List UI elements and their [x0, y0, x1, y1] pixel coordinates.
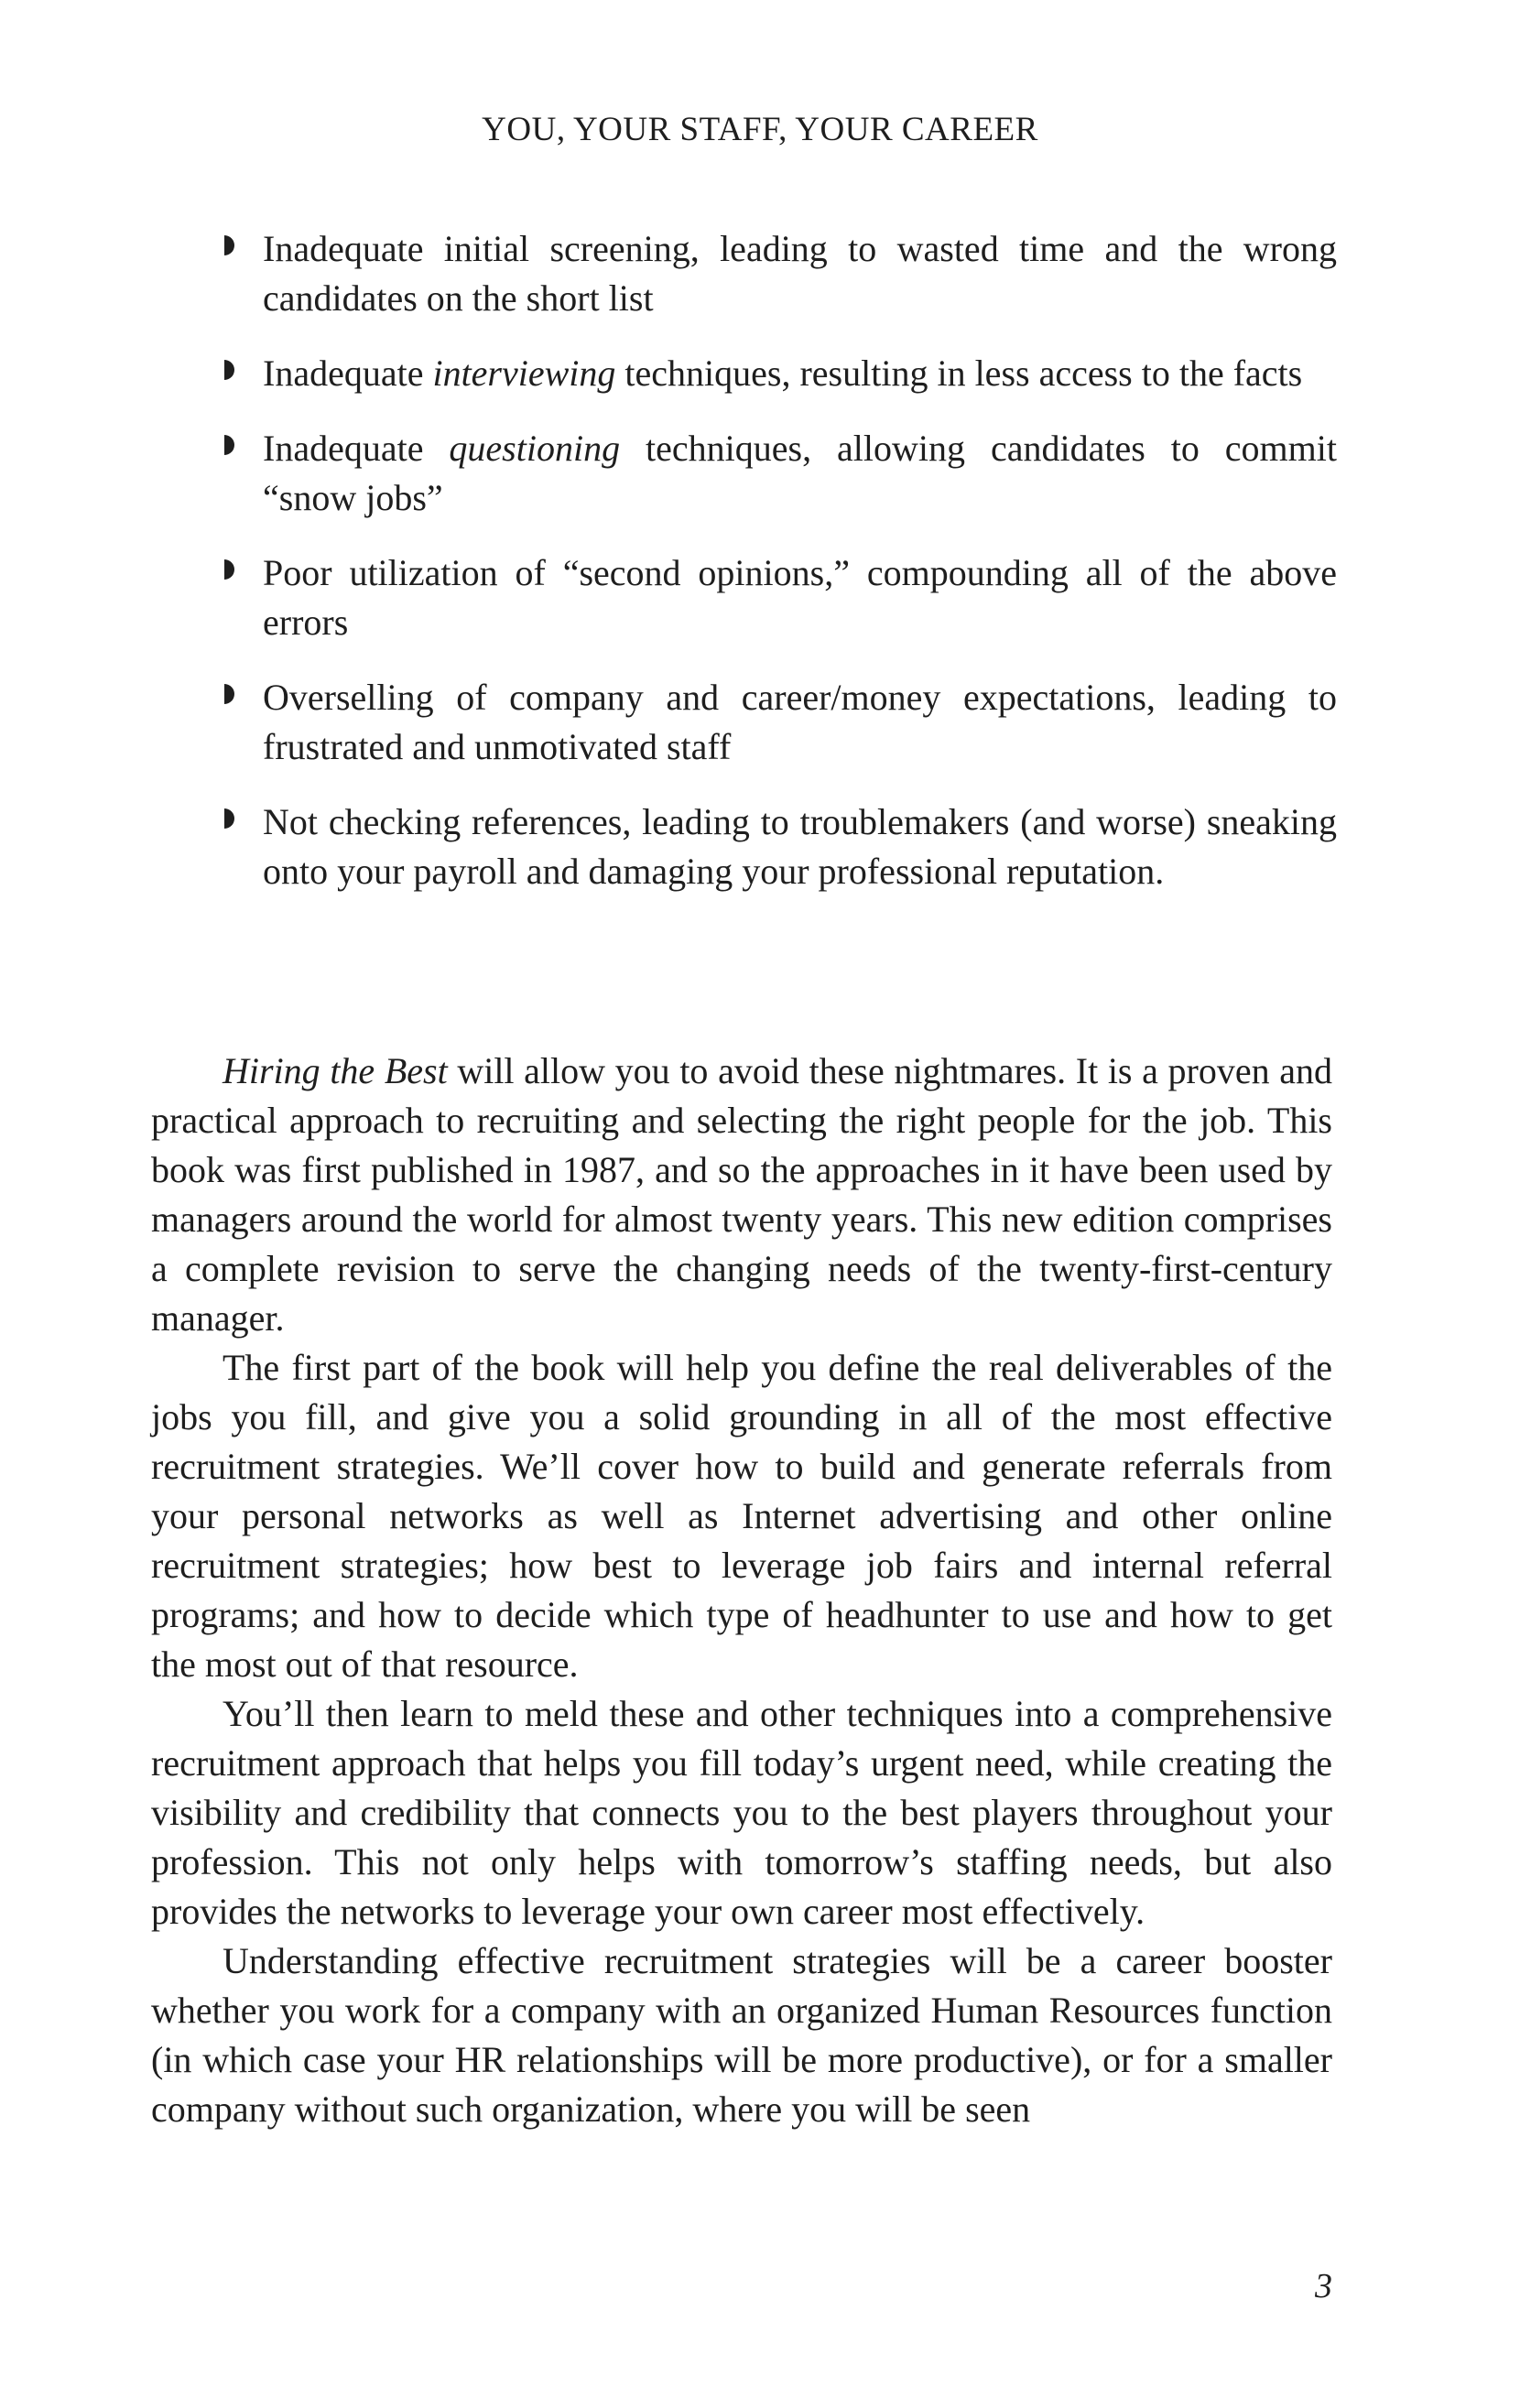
bullet-item — [224, 548, 1337, 647]
book-title-emphasis: Hiring the Best — [223, 1050, 448, 1091]
paragraph-text: Understanding effective recruitment strategies will be a career booster whether you work for a company with an organized Human Resources function (in which case your HR relationships will be more productive), or for a smaller company without such organization, where you will be seen — [151, 1940, 1332, 2130]
bullet-marker-icon — [224, 235, 234, 255]
bullet-marker-icon — [224, 360, 234, 380]
running-head: YOU, YOUR STAFF, YOUR CAREER — [482, 111, 1038, 148]
bullet-item — [224, 424, 1337, 523]
paragraph — [151, 1936, 1332, 2134]
bullet-item — [224, 797, 1337, 896]
page-number: 3 — [1315, 2267, 1332, 2305]
bullet-emphasis: questioning — [449, 428, 621, 469]
bullet-text: techniques, allowing candidates to commit “snow jobs” — [263, 428, 1337, 518]
bullet-list — [224, 224, 1337, 922]
bullet-text: Inadequate initial screening, leading to wasted time and the wrong candidates on the short list — [263, 228, 1337, 319]
bullet-text: Poor utilization of “second opinions,” compounding all of the above errors — [263, 552, 1337, 643]
paragraph — [151, 1689, 1332, 1936]
bullet-text: Overselling of company and career/money expectations, leading to frustrated and unmotivated staff — [263, 677, 1337, 767]
bullet-item — [224, 224, 1337, 323]
bullet-marker-icon — [224, 435, 234, 455]
bullet-item — [224, 673, 1337, 772]
paragraph — [151, 1047, 1332, 1343]
bullet-text: Inadequate — [263, 353, 433, 394]
bullet-marker-icon — [224, 684, 234, 704]
paragraph-text: The first part of the book will help you define the real deliverables of the jobs you fill, and give you a solid grounding in all of the most effective recruitment strategies. We’ll cover how to build and generate referrals from your personal networks as well as Internet advertising and other online recruitment strategies; how best to leverage job fairs and internal referral programs; and how to decide which type of headhunter to use and how to get the most out of that resource. — [151, 1347, 1332, 1685]
bullet-text: techniques, resulting in less access to the facts — [615, 353, 1303, 394]
paragraph-text: You’ll then learn to meld these and other techniques into a comprehensive recruitment approach that helps you fill today’s urgent need, while creating the visibility and credibility that connects you to the best players throughout your profession. This not only helps with tomorrow’s staffing needs, but also provides the networks to leverage your own career most effectively. — [151, 1693, 1332, 1932]
paragraph-text: will allow you to avoid these nightmares. It is a proven and practical approach to recruiting and selecting the right people for the job. This book was first published in 1987, and so the approaches in it have been used by managers around the world for almost twenty years. This new edition comprises a complete revision to serve the changing needs of the twenty-first-century manager. — [151, 1050, 1332, 1339]
bullet-item — [224, 349, 1337, 398]
bullet-text: Inadequate — [263, 428, 450, 469]
bullet-marker-icon — [224, 559, 234, 580]
body-text — [151, 1047, 1332, 2134]
paragraph — [151, 1343, 1332, 1689]
bullet-text: Not checking references, leading to troublemakers (and worse) sneaking onto your payroll and damaging your professional reputation. — [263, 801, 1337, 892]
bullet-marker-icon — [224, 808, 234, 829]
bullet-emphasis: interviewing — [432, 353, 616, 394]
